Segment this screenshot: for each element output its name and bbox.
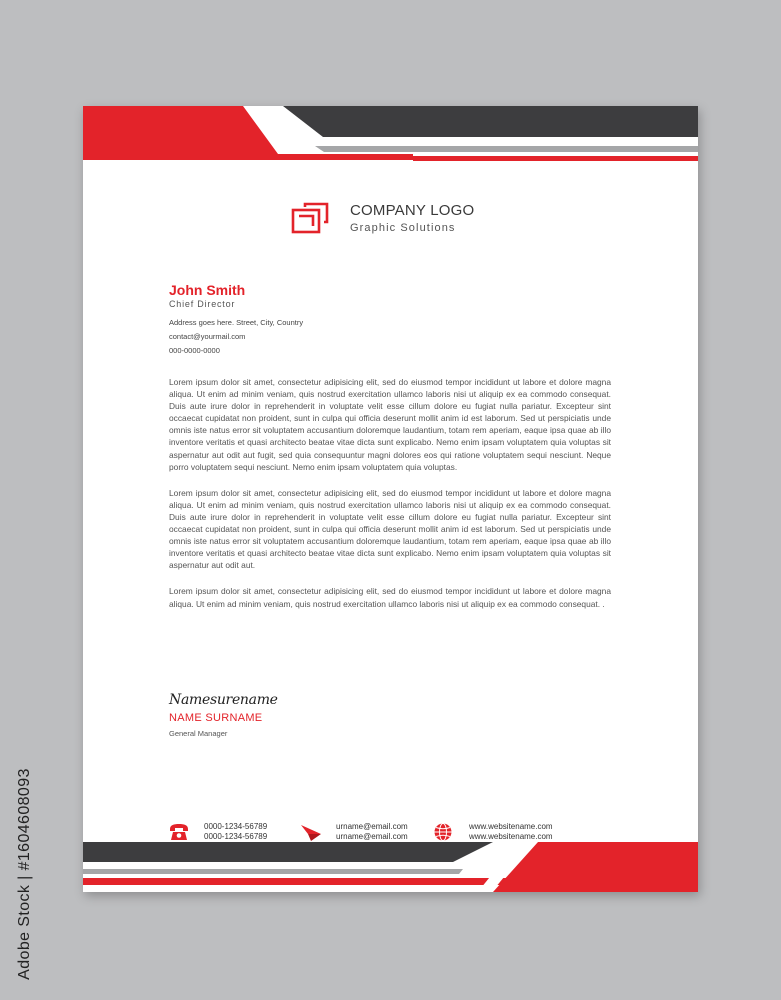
body-paragraph: Lorem ipsum dolor sit amet, consectetur adipisicing elit, sed do eiusmod tempor incididunt ut labore et dolore magna aliqua. Ut enim ad minim veniam, quis nostrud exercitation ullamco laboris nisi ut aliquip ex ea commodo consequat. Duis aute irure dolor in reprehenderit in voluptate velit esse cillum dolore eu fugiat nulla pariatur. Excepteur sint occaecat cupidatat non proident, sunt in culpa qui officia deserunt mollit anim id est laborum. Sed ut perspiciatis unde omnis iste natus error sit voluptatem accusantium doloremque laudantium, totam rem aperiam, eaque ipsa quae ab illo inventore veritatis et quasi architecto beatae vitae dicta sunt explicabo. Nemo enim ipsam voluptatem quia voluptas sit aspernatur aut odit aut. (169, 487, 611, 571)
letter-body (169, 376, 611, 624)
company-logo-icon (291, 202, 329, 234)
globe-icon (433, 822, 455, 842)
body-paragraph: Lorem ipsum dolor sit amet, consectetur adipisicing elit, sed do eiusmod tempor incididunt ut labore et dolore magna aliqua. Ut enim ad minim veniam, quis nostrud exercitation ullamco laboris nisi ut aliquip ex ea commodo consequat. Duis aute irure dolor in reprehenderit in voluptate velit esse cillum dolore eu fugiat nulla pariatur. Excepteur sint occaecat cupidatat non proident, sunt in culpa qui officia deserunt mollit anim id est laborum. Sed ut perspiciatis unde omnis iste natus error sit voluptatem accusantium doloremque laudantium, totam rem aperiam, eaque ipsa quae ab illo inventore veritatis et quasi architecto beatae vitae dicta sunt explicabo. Nemo enim ipsam voluptatem quia voluptas sit aspernatur aut odit aut fugit, sed quia consequuntur magni dolores eos qui ratione voluptatem sequi nesciunt. Neque porro voluptatem sequi nesciunt. Nemo enim ipsam voluptatem quia voluptas. (169, 377, 611, 472)
header-decoration (83, 106, 698, 166)
stock-id-text: Adobe Stock | #1604608093 (16, 768, 33, 980)
sender-role: Chief Director (169, 299, 236, 309)
signature-block (169, 692, 278, 738)
sender-block (169, 282, 303, 355)
email-line-1: urname@email.com (336, 822, 408, 831)
footer-decoration (83, 842, 698, 892)
body-paragraph: Lorem ipsum dolor sit amet, consectetur adipisicing elit, sed do eiusmod tempor incididunt ut labore et dolore magna aliqua. Ut enim ad minim veniam, quis nostrud exercitation ullamco laboris nisi ut aliquip ex ea commodo consequat. . (169, 586, 611, 609)
sender-email: contact@yourmail.com (169, 332, 246, 341)
handwritten-signature: Namesurename (169, 692, 278, 708)
sender-name: John Smith (169, 282, 246, 298)
email-line-2: urname@email.com (336, 832, 408, 841)
signatory-name: NAME SURNAME (169, 712, 263, 724)
phone-line-2: 0000-1234-56789 (204, 832, 268, 841)
sender-address: Address goes here. Street, City, Country (169, 318, 304, 327)
letterhead-page (83, 106, 698, 892)
website-line-2: www.websitename.com (469, 832, 553, 841)
company-logo-title: COMPANY LOGO (350, 202, 475, 219)
signatory-title: General Manager (169, 729, 228, 738)
company-logo-subtitle: Graphic Solutions (350, 222, 456, 234)
paper-plane-icon (300, 822, 322, 842)
stock-id-label (4, 750, 46, 998)
website-line-1: www.websitename.com (469, 822, 553, 831)
sender-phone: 000-0000-0000 (169, 346, 220, 355)
telephone-icon (168, 822, 190, 842)
phone-line-1: 0000-1234-56789 (204, 822, 268, 831)
